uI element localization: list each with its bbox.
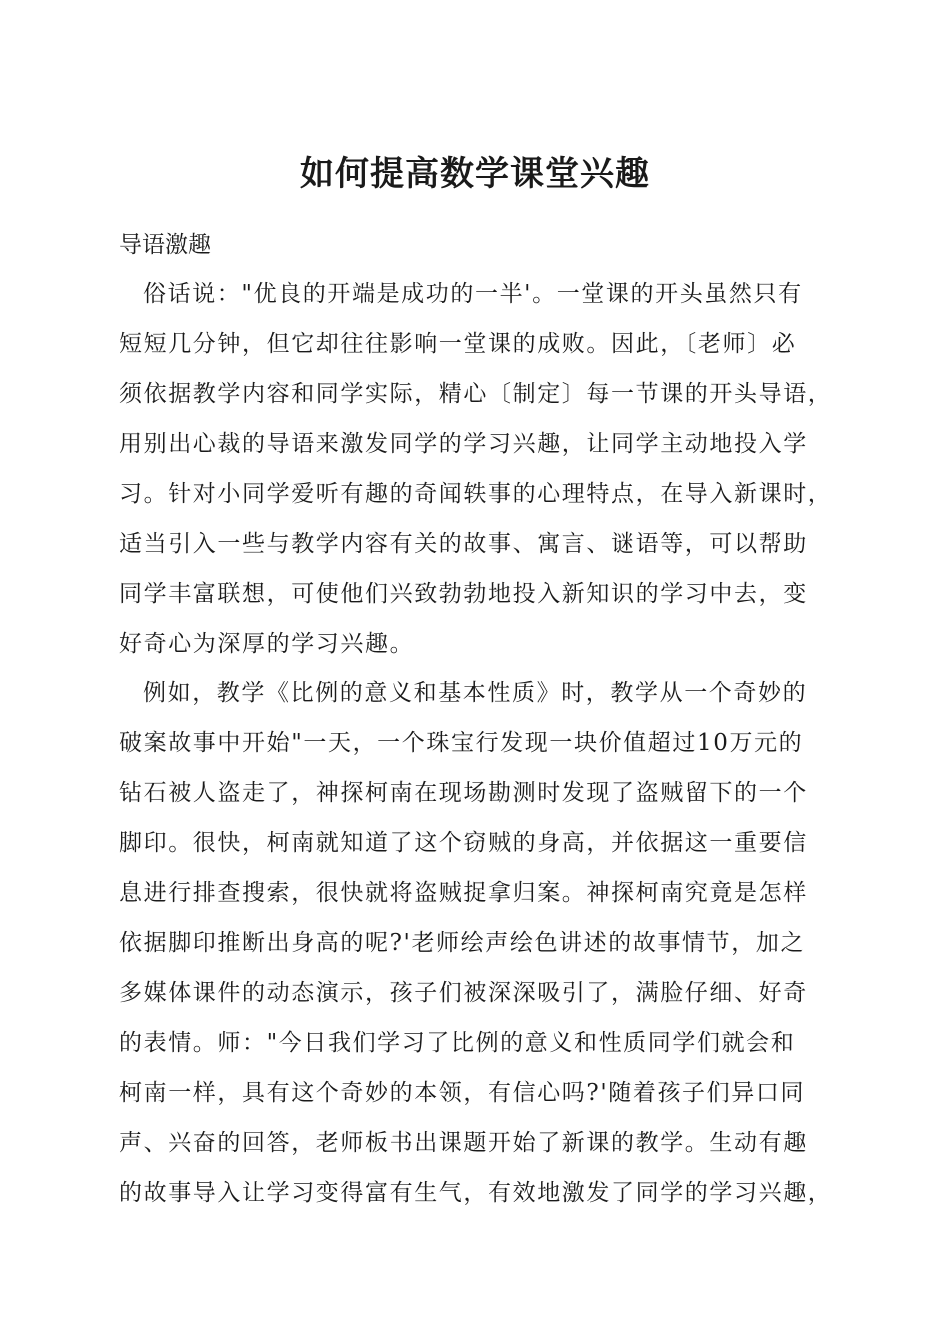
paragraph-line: 用别出心裁的导语来激发同学的学习兴趣，让同学主动地投入学 [119,431,808,457]
paragraph-line: 声、兴奋的回答，老师板书出课题开始了新课的教学。生动有趣 [119,1130,808,1156]
paragraph-1 [119,269,839,669]
section-heading: 导语激趣 [119,232,211,258]
paragraph-line: 的故事导入让学习变得富有生气，有效地激发了同学的学习兴趣， [119,1180,833,1206]
paragraph-line: 脚印。很快，柯南就知道了这个窃贼的身高，并依据这一重要信 [119,830,808,856]
paragraph-line: 俗话说："优良的开端是成功的一半'。一堂课的开头虽然只有 [143,281,803,307]
paragraph-line: 柯南一样，具有这个奇妙的本领，有信心吗?'随着孩子们异口同 [119,1080,806,1106]
paragraph-line: 破案故事中开始"一天，一个珠宝行发现一块价值超过10万元的 [119,730,804,756]
paragraph-line: 多媒体课件的动态演示，孩子们被深深吸引了，满脸仔细、好奇 [119,980,808,1006]
paragraph-line: 依据脚印推断出身高的呢?'老师绘声绘色讲述的故事情节，加之 [119,930,806,956]
paragraph-line: 好奇心为深厚的学习兴趣。 [119,631,415,657]
paragraph-line: 短短几分钟，但它却往往影响一堂课的成败。因此，〔老师〕必 [119,331,797,357]
paragraph-line: 钻石被人盗走了，神探柯南在现场勘测时发现了盗贼留下的一个 [119,780,808,806]
paragraph-line: 同学丰富联想，可使他们兴致勃勃地投入新知识的学习中去，变 [119,581,808,607]
paragraph-2 [119,668,839,1218]
paragraph-line: 须依据教学内容和同学实际，精心〔制定〕每一节课的开头导语， [119,381,833,407]
paragraph-line: 适当引入一些与教学内容有关的故事、寓言、谜语等，可以帮助 [119,531,808,557]
paragraph-line: 例如，教学《比例的意义和基本性质》时，教学从一个奇妙的 [143,680,808,706]
paragraph-line: 的表情。师："今日我们学习了比例的意义和性质同学们就会和 [119,1030,796,1056]
paragraph-line: 息进行排查搜索，很快就将盗贼捉拿归案。神探柯南究竟是怎样 [119,880,808,906]
page-title: 如何提高数学课堂兴趣 [300,154,650,194]
paragraph-line: 习。针对小同学爱听有趣的奇闻轶事的心理特点，在导入新课时， [119,481,833,507]
